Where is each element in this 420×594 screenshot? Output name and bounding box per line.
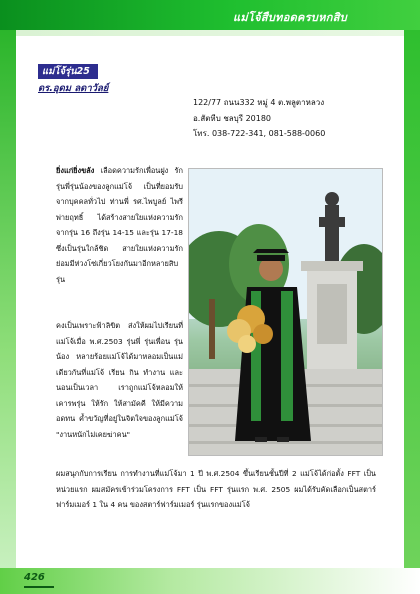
person-name: ดร.อุดม ลดาวัลย์	[38, 83, 109, 94]
phone-line: โทร. 038-722-341, 081-588-0060	[193, 129, 326, 138]
photo-illustration	[189, 169, 382, 455]
right-decorative-stripe	[404, 30, 420, 570]
profile-heading	[38, 64, 130, 98]
address-line: อ.สัตหีบ ชลบุรี 20180	[193, 113, 272, 123]
address-block	[193, 95, 373, 145]
page-number: 426	[24, 572, 54, 588]
footer-band	[0, 568, 420, 594]
paragraph-body: เลือดความรักเพื่อนฝูง รักรุ่นพี่รุ่นน้องของลูกแม่โจ้ เป็นที่ยอมรับจากบุคคลทั่วไป ท่านพี่ รศ.ไพบูลย์ ไพรีพ่ายฤทธิ์ ได้สร้างสายใยแห่งความรัก จากรุ่น 16 ถึงรุ่น 14-15 และรุ่น 17-18 ซึ่งเป็นรุ่นใกล้ชิด สายใยแห่งความรัก ย่อมมีห่วงโซ่เกี่ยวโยงกันมาอีกหลายสิบรุ่น	[56, 166, 183, 284]
page-header-title: แม่โจ้สืบทอดครบหกสิบ	[232, 11, 348, 24]
paragraph-lead: ยิ่งแก่ยิ่งขลัง	[56, 166, 95, 175]
paragraph-3: ผมสนุกกับการเรียน การทำงานที่แม่โจ้มา 1 ปี พ.ศ.2504 ขึ้นเรียนชั้นปีที่ 2 แม่โจ้ได้ก่อตั้ง FFT เป็นหน่วยแรก ผมสมัครเข้าร่วมโครงการ FFT เป็น FFT รุ่นแรก พ.ศ. 2505 ผมได้รับคัดเลือกเป็นสตาร์ฟาร์มเมอร์ 1 ใน 4 คน ของสตาร์ฟาร์มเมอร์ รุ่นแรกของแม่โจ้	[56, 469, 376, 509]
paragraph-2: คงเป็นเพราะฟ้าลิขิต ส่งให้ผมไปเรียนที่แม่โจ้เมื่อ พ.ศ.2503 รุ่นพี่ รุ่นเพื่อน รุ่นน้อง หลายร้อยแม่โจ้ได้มาหลอมเป็นแม่เดียวกันที่แม่โจ้ เรียน กิน ทำงาน และนอนเป็นเวลา เราถูกแม่โจ้หลอมให้เคารพรุ่น ให้รัก ให้สามัคคี ให้มีความอดทน ค้ำขวัญที่อยู่ในจิตใจของลูกแม่โจ้ "งานหนักไม่เคยฆ่าคน"	[56, 321, 183, 439]
header-subband	[0, 30, 420, 36]
graduation-photo	[188, 168, 383, 456]
address-line: 122/77 ถนน332 หมู่ 4 ต.พลูตาหลวง	[193, 98, 325, 107]
left-decorative-stripe	[0, 30, 16, 570]
generation-badge: แม่โจ้รุ่น25	[38, 64, 98, 79]
paragraph-1	[56, 163, 183, 301]
